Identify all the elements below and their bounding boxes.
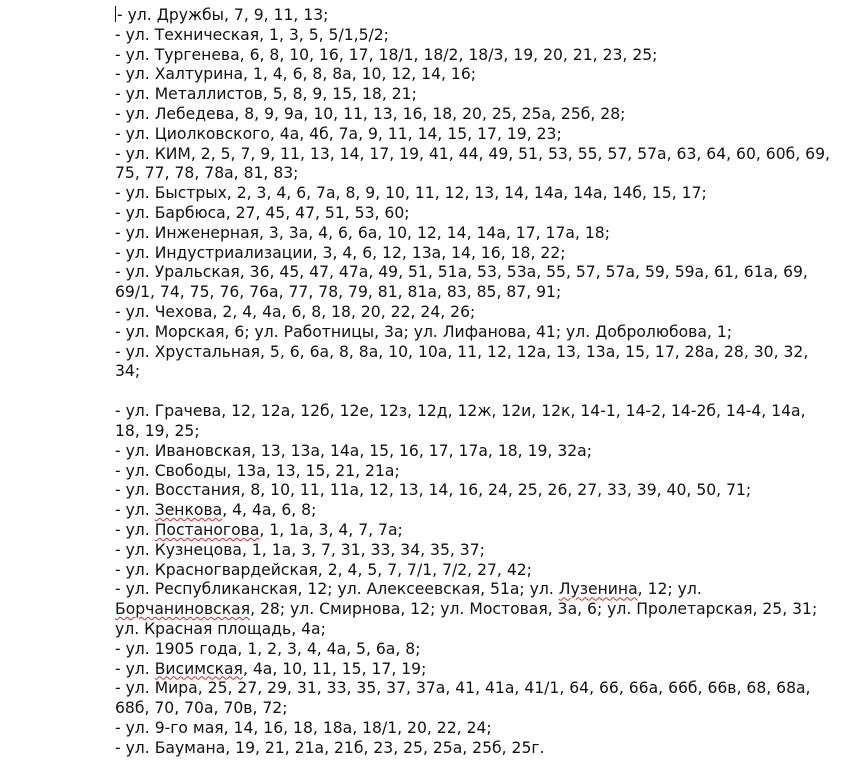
address-line: - ул. Зенкова, 4, 4а, 6, 8; bbox=[115, 501, 317, 520]
address-line: - ул. Барбюса, 27, 45, 47, 51, 53, 60; bbox=[115, 203, 410, 222]
address-line: - ул. 1905 года, 1, 2, 3, 4, 4а, 5, 6а, 8; bbox=[115, 639, 421, 658]
address-line: - ул. Лебедева, 8, 9, 9а, 10, 11, 13, 16, 18, 20, 25, 25а, 25б, 28; bbox=[115, 104, 626, 123]
address-line: - ул. Индустриализации, 3, 4, 6, 12, 13а, 14, 16, 18, 22; bbox=[115, 243, 566, 262]
address-line: - ул. КИМ, 2, 5, 7, 9, 11, 13, 14, 17, 19, 41, 44, 49, 51, 53, 55, 57, 57а, 63, 64, 60, 60б, 69, 75, 77, 78, 78а, 81, 83; bbox=[115, 144, 830, 183]
spellcheck-word[interactable]: Зенкова bbox=[154, 501, 223, 520]
address-line: - ул. Халтурина, 1, 4, 6, 8, 8а, 10, 12, 14, 16; bbox=[115, 65, 477, 84]
address-line: - ул. Грачева, 12, 12а, 12б, 12е, 12з, 12д, 12ж, 12и, 12к, 14-1, 14-2, 14-2б, 14-4, 14а, 18, 19, 25; bbox=[115, 402, 806, 440]
address-line: - ул. Циолковского, 4а, 4б, 7а, 9, 11, 14, 15, 17, 19, 23; bbox=[115, 124, 562, 143]
address-line: - ул. Восстания, 8, 10, 11, 11а, 12, 13, 14, 16, 24, 25, 26, 27, 33, 39, 40, 50, 71; bbox=[115, 481, 752, 500]
address-line: - ул. Мира, 25, 27, 29, 31, 33, 35, 37, 37а, 41, 41а, 41/1, 64, 66, 66а, 66б, 66в, 68, 68а, 68б, 70, 70а, 70в, 72; bbox=[115, 679, 811, 718]
address-line: - ул. Кузнецова, 1, 1а, 3, 7, 31, 33, 34, 35, 37; bbox=[115, 540, 485, 559]
spellcheck-word[interactable]: Борчаниновская bbox=[115, 600, 251, 619]
address-line: - ул. Баумана, 19, 21, 21а, 21б, 23, 25, 25а, 25б, 25г. bbox=[115, 738, 545, 757]
address-line: - ул. Техническая, 1, 3, 5, 5/1,5/2; bbox=[115, 25, 389, 44]
address-line: - ул. Красногвардейская, 2, 4, 5, 7, 7/1, 7/2, 27, 42; bbox=[115, 560, 532, 579]
spellcheck-word[interactable]: Постаногова bbox=[154, 520, 260, 539]
spellcheck-word[interactable]: Лузенина bbox=[558, 580, 638, 599]
address-line: - ул. Инженерная, 3, 3а, 4, 6, 6а, 10, 12, 14, 14а, 17, 17а, 18; bbox=[115, 223, 610, 242]
address-line: - ул. Металлистов, 5, 8, 9, 15, 18, 21; bbox=[115, 85, 417, 104]
address-line: - ул. Тургенева, 6, 8, 10, 16, 17, 18/1, 18/2, 18/3, 19, 20, 21, 23, 25; bbox=[115, 45, 658, 64]
document-body[interactable] bbox=[115, 6, 835, 758]
address-line: - ул. Хрустальная, 5, 6, 6а, 8, 8а, 10, 10а, 11, 12, 12а, 13, 13а, 15, 17, 28а, 28, 30, 32, 34; bbox=[115, 342, 809, 381]
address-line: - ул. Дружбы, 7, 9, 11, 13; bbox=[117, 6, 329, 24]
address-line: - ул. Республиканская, 12; ул. Алексеевская, 51а; ул. Лузенина, 12; ул. Борчаниновская, 28; ул. Смирнова, 12; ул. Мостовая, 3а, 6; ул. Пролетарская, 25, 31; ул. Красная площадь, 4а; bbox=[115, 580, 818, 638]
address-line: - ул. Уральская, 36, 45, 47, 47а, 49, 51, 51а, 53, 53а, 55, 57, 57а, 59, 59а, 61, 61а, 69, 69/1, 74, 75, 76, 76а, 77, 78, 79, 81, 81а, 83, 85, 87, 91; bbox=[115, 263, 808, 302]
address-line: - ул. Чехова, 2, 4, 4а, 6, 8, 18, 20, 22, 24, 26; bbox=[115, 302, 476, 321]
address-line: - ул. Быстрых, 2, 3, 4, 6, 7а, 8, 9, 10, 11, 12, 13, 14, 14а, 14а, 14б, 15, 17; bbox=[115, 184, 707, 203]
address-line: - ул. Свободы, 13а, 13, 15, 21, 21а; bbox=[115, 461, 400, 480]
address-line: - ул. 9-го мая, 14, 16, 18, 18а, 18/1, 20, 22, 24; bbox=[115, 718, 492, 737]
spellcheck-word[interactable]: Висимская bbox=[154, 659, 243, 678]
address-line: - ул. Морская, 6; ул. Работницы, 3а; ул. Лифанова, 41; ул. Добролюбова, 1; bbox=[115, 322, 733, 341]
address-line: - ул. Постаногова, 1, 1а, 3, 4, 7, 7а; bbox=[115, 520, 403, 539]
address-line: - ул. Висимская, 4а, 10, 11, 15, 17, 19; bbox=[115, 659, 427, 678]
text-cursor bbox=[115, 6, 116, 22]
paragraph-gap bbox=[115, 382, 835, 402]
address-line: - ул. Ивановская, 13, 13а, 14а, 15, 16, 17, 17а, 18, 19, 32а; bbox=[115, 441, 592, 460]
